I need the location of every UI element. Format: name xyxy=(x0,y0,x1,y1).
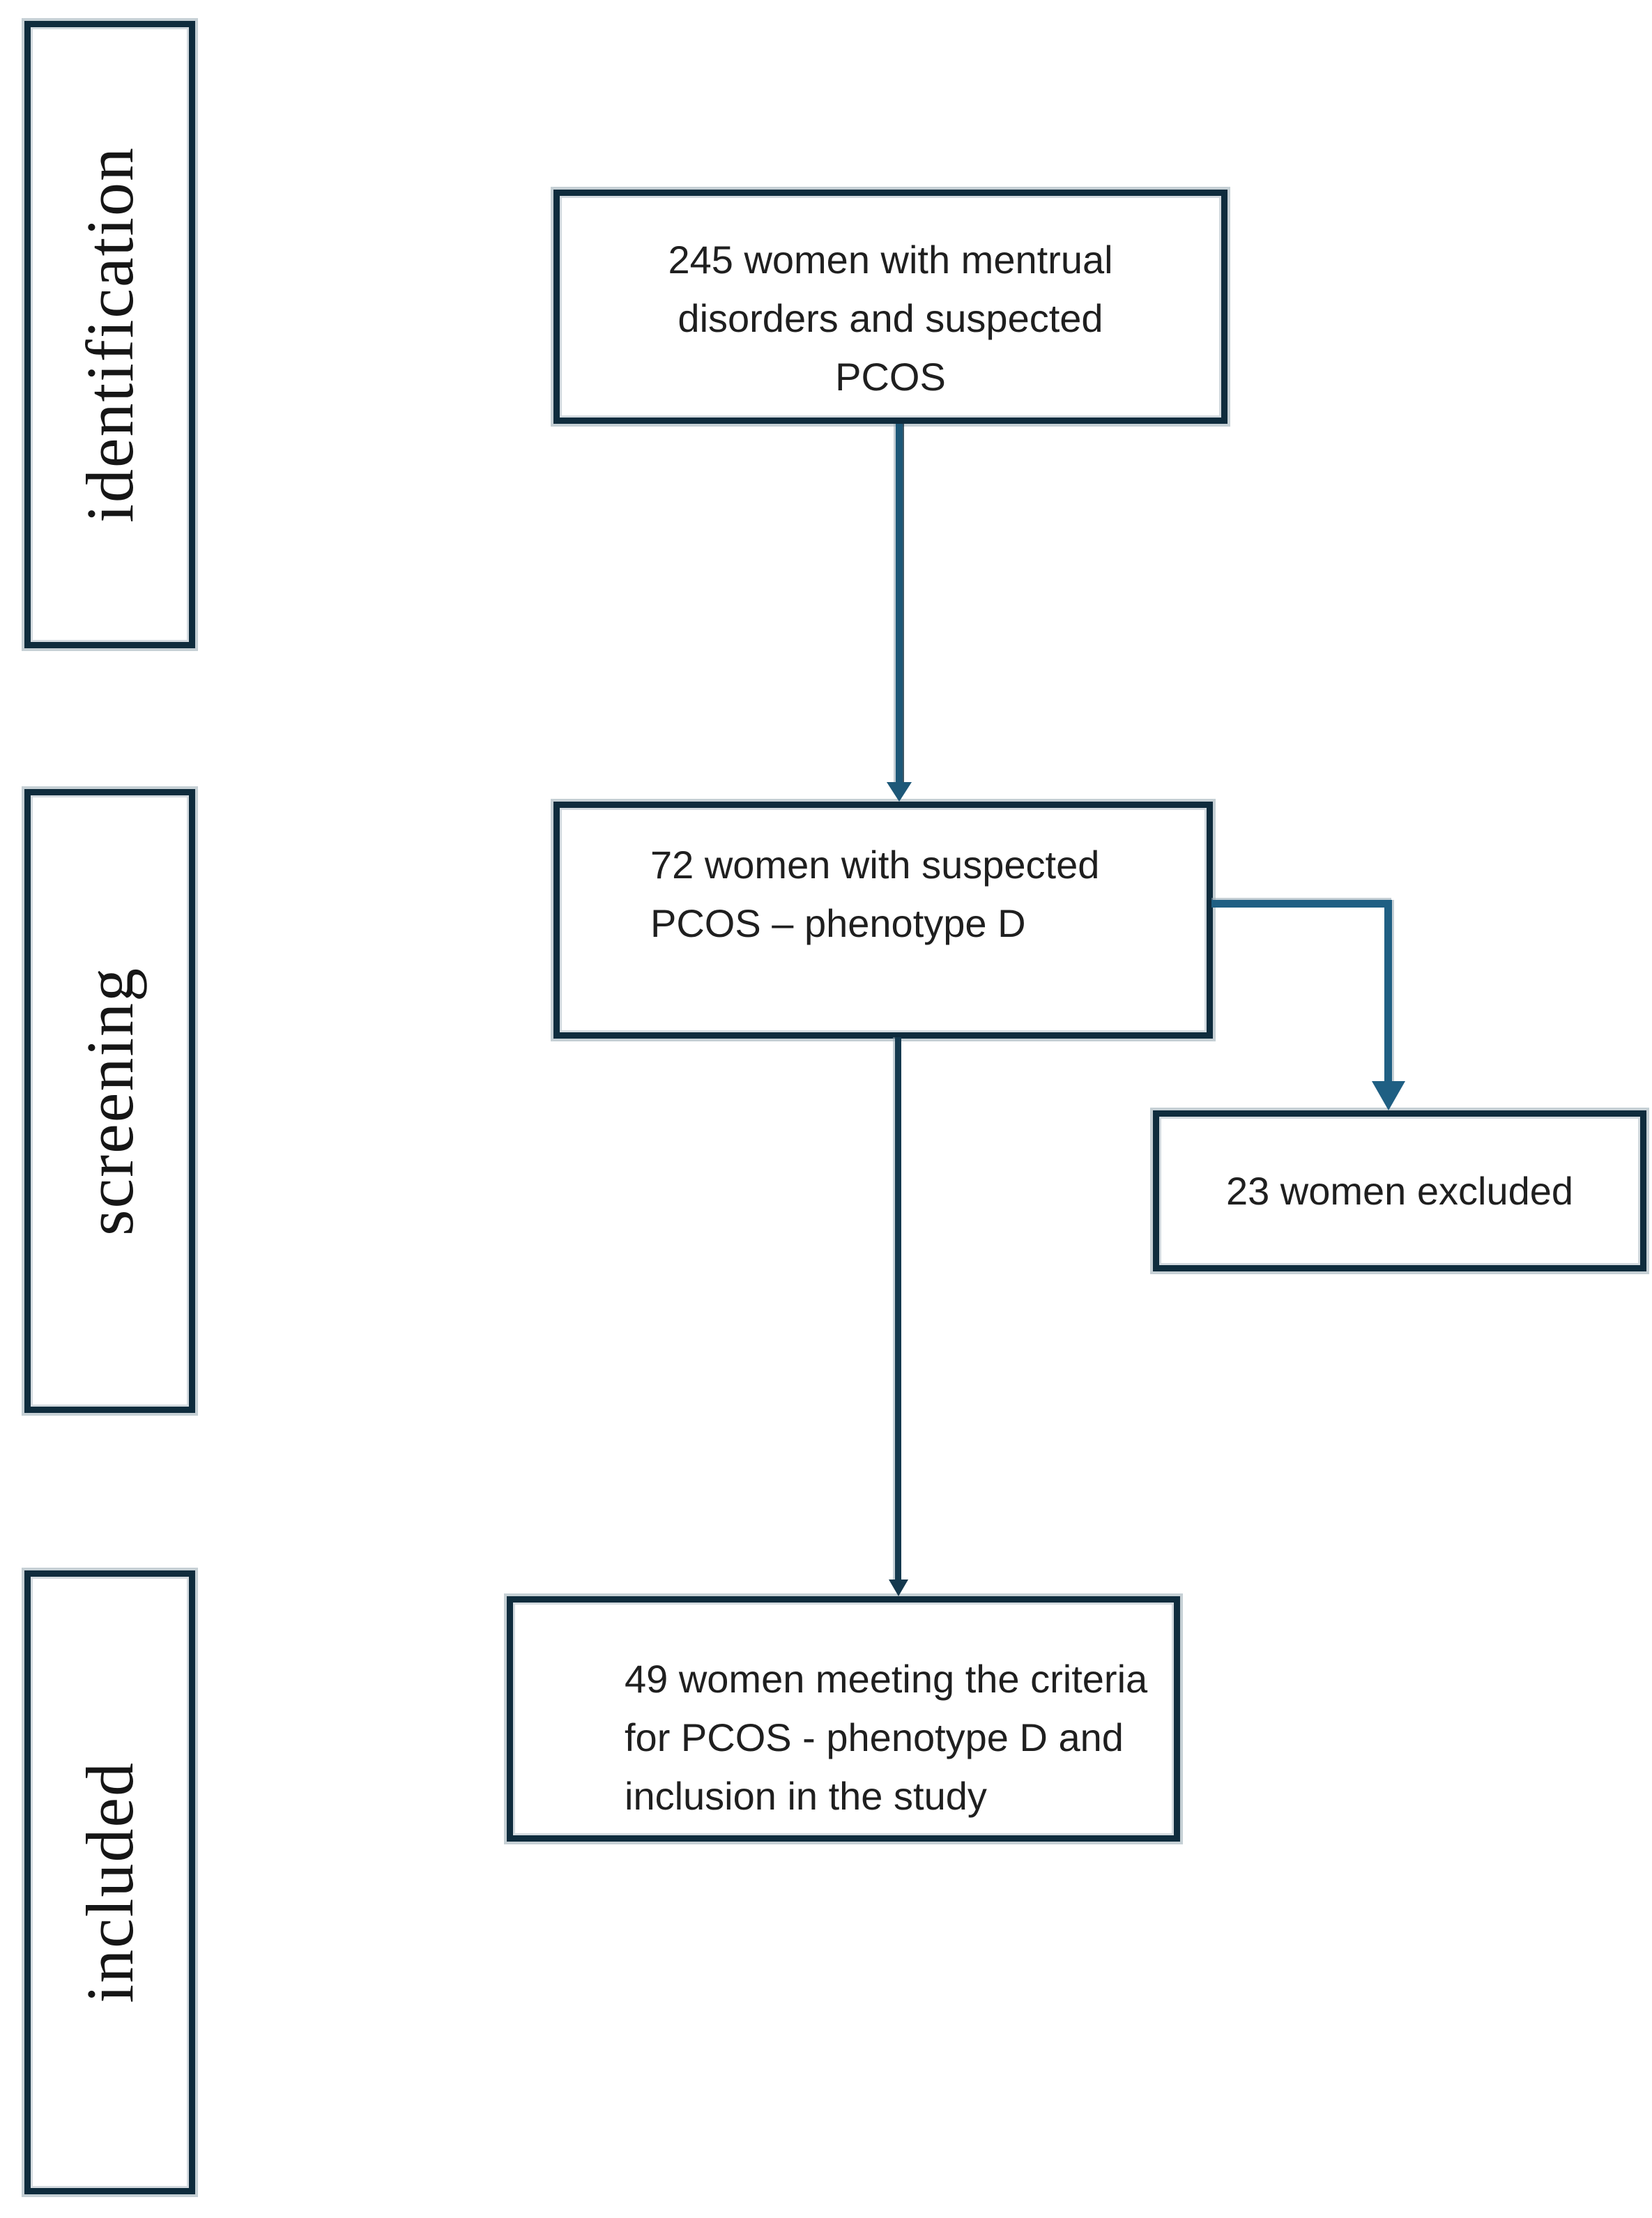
connector-suspected-to-included xyxy=(895,1037,901,1580)
arrow-down-icon xyxy=(1372,1081,1405,1110)
stage-panel-included xyxy=(24,1570,195,2194)
stage-panel-screening xyxy=(24,789,195,1413)
flow-box-included xyxy=(507,1596,1180,1842)
arrow-down-icon xyxy=(887,782,912,802)
flow-box-identified-text: 245 women with mentrual disorders and suspected PCOS xyxy=(668,238,1113,399)
connector-identified-to-suspected xyxy=(896,424,903,782)
flow-box-suspected-text: 72 women with suspected PCOS – phenotype D xyxy=(650,843,1100,945)
arrow-down-icon xyxy=(889,1580,908,1596)
flow-box-excluded-text: 23 women excluded xyxy=(1225,1168,1574,1213)
stage-label-included: included xyxy=(72,1761,147,2003)
flow-box-excluded xyxy=(1153,1110,1646,1271)
stage-panel-identification xyxy=(24,21,195,648)
connector-suspected-to-excluded-horizontal xyxy=(1211,900,1391,908)
connector-suspected-to-excluded-vertical xyxy=(1384,900,1392,1083)
flow-box-suspected xyxy=(553,802,1213,1039)
flow-box-identified xyxy=(553,190,1227,424)
stage-label-identification: identification xyxy=(72,146,147,523)
flow-box-included-text: 49 women meeting the criteria for PCOS - phenotype D and inclusion in the study xyxy=(625,1657,1148,1818)
stage-label-screening: screening xyxy=(72,966,147,1236)
